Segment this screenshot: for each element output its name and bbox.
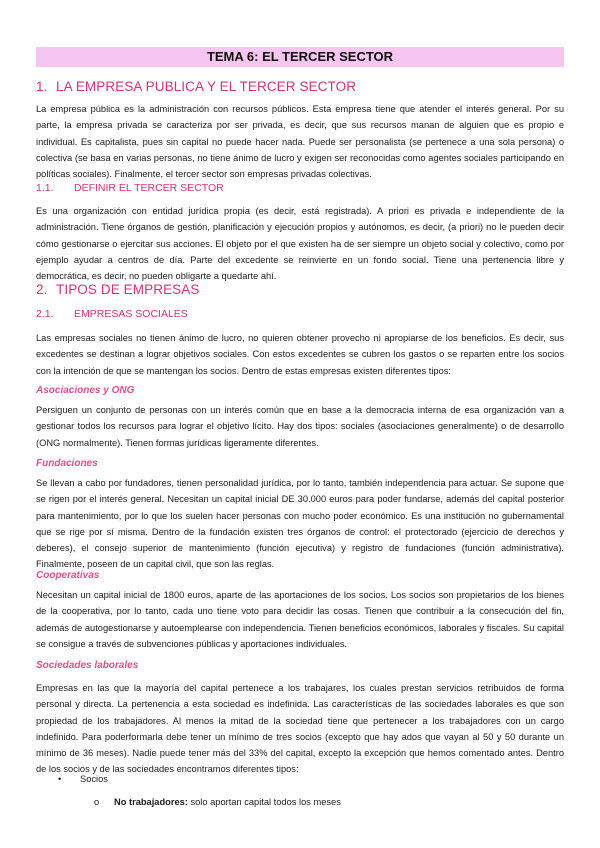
bullet-dot-icon: •	[58, 774, 62, 784]
sub-bullet-text: solo aportan capital todos los meses	[187, 797, 341, 807]
section-2-title: TIPOS DE EMPRESAS	[56, 282, 200, 297]
section-2-1-paragraph: Las empresas sociales no tienen ánimo de lucro, no quieren obtener provecho ni apropiarse de los beneficios. Es decir, sus excedentes se destinan a lograr objetivos sociales. Con estos excedentes se cubren los gastos o se reparten entre los socios con la intención de que se mantengan los socios. Dentro de estas empresas existen diferentes tipos:	[36, 333, 564, 376]
cooperativas-paragraph: Necesitan un capital inicial de 1800 euros, aparte de las aportaciones de los socios. Los socios son propietarios de los bienes de la cooperativa, por lo tanto, cada uno tiene voto para decidir las cosas. Tienen que contribuir a la consecución del fin, además de autogestionarse y autoemplearse con independencia. Tienen beneficios económicos, laborales y fiscales. Su capital se consigue a través de subvenciones públicas y aportaciones individuales.	[36, 590, 564, 649]
asociaciones-paragraph: Persiguen un conjunto de personas con un interés común que en base a la democracia interna de esa organización van a gestionar todos los recursos para lograr el objetivo lícito. Hay dos tipos: sociales (asociaciones generalmente) o de desarrollo (ONG normalmente). Tienen formas jurídicas ligeramente diferentes.	[36, 405, 564, 448]
section-2-1-number: 2.1.	[36, 308, 54, 320]
sub-bullet-bold-label: No trabajadores:	[114, 797, 188, 807]
section-1-1-title: DEFINIR EL TERCER SECTOR	[74, 182, 224, 194]
section-1-1-number: 1.1.	[36, 182, 54, 194]
section-1-title: LA EMPRESA PUBLICA Y EL TERCER SECTOR	[56, 79, 357, 94]
section-2-1-title: EMPRESAS SOCIALES	[74, 308, 188, 320]
sub-bullet-no-trabajadores	[94, 795, 341, 809]
document-title: TEMA 6: EL TERCER SECTOR	[36, 47, 564, 67]
section-2-number: 2.	[36, 282, 48, 297]
section-2-heading	[36, 282, 199, 297]
fundaciones-paragraph: Se llevan a cabo por fundadores, tienen personalidad jurídica, por lo tanto, también independencia para actuar. Se supone que se rigen por el interés general. Necesitan un capital inicial DE 30.000 euros para poder fundarse, además del capital posterior para mantenimiento, por lo que los suelen hacer personas con mucho poder económico. Es una institución no gubernamental que se rige por sí misma. Dentro de la fundación existen tres órganos de control: el protectorado (ejercicio de derechos y deberes), el consejo superior de mantenimiento (función ejecutiva) y registro de fundaciones (función administrativa). Finalmente, poseen de un capital civil, que son las reglas.	[36, 478, 564, 570]
bullet-item-label: Socios	[80, 774, 108, 784]
bullet-item-socios	[58, 772, 108, 786]
sociedades-laborales-paragraph: Empresas en las que la mayoría del capital pertenece a los trabajares, los cuales prestan servicios retribuidos de forma personal y directa. La pertenencia a esta sociedad es indefinida. Las características de las sociedades laborales es que son propiedad de los trabajadores. Al menos la mitad de la sociedad tiene que pertenecer a los trabajadores con un cargo indefinido. Para poderformarla debe tener un mínimo de tres socios (excepto que hay ados que vayan al 50 y 50 durante un mínimo de 36 meses). Nadie puede tener más del 33% del capital, excepto la excepción que hemos comentado antes. Dentro de los socios y de las sociedades encontramos diferentes tipos:	[36, 683, 564, 775]
fundaciones-heading: Fundaciones	[36, 458, 98, 469]
section-1-1-paragraph: Es una organización con entidad jurídica propia (es decir, está registrada). A priori es privada e independiente de la administración. Tiene órganos de gestión, planificación y ejecución propios y autónomos, es decir, (a priori) no le pueden decir cómo gestionarse o ejercitar sus acciones. El objeto por el que existen ha de ser siempre un objeto social y colectivo, como por ejemplo ayudar a centros de día. Parte del excedente se reinvierte en un fondo social. Tiene una pertenencia libre y democrática, es decir, no pueden obligarte a quedarte ahí.	[36, 206, 564, 282]
asociaciones-heading: Asociaciones y ONG	[36, 385, 135, 396]
sociedades-laborales-heading: Sociedades laborales	[36, 660, 139, 671]
section-1-paragraph: La empresa pública es la administración con recursos públicos. Esta empresa tiene que atender el interés general. Por su parte, la empresa privada se caracteriza por ser privada, es decir, que sus recursos manan de alguien que es propio e individual. Es capitalista, pues sin capital no puede hacer nada. Puede ser personalista (se pertenece a una sola persona) o colectiva (se basa en varias personas, no tiene ánimo de lucro y exigen ser reconocidas como agentes sociales participando en políticas sociales). Finalmente, el tercer sector son empresas privadas colectivas.	[36, 104, 564, 180]
section-2-1-heading	[36, 308, 188, 320]
section-1-heading	[36, 79, 356, 94]
cooperativas-heading: Cooperativas	[36, 570, 100, 581]
section-1-number: 1.	[36, 79, 48, 94]
sub-bullet-circle-icon: o	[94, 797, 100, 807]
section-1-1-heading	[36, 182, 224, 194]
